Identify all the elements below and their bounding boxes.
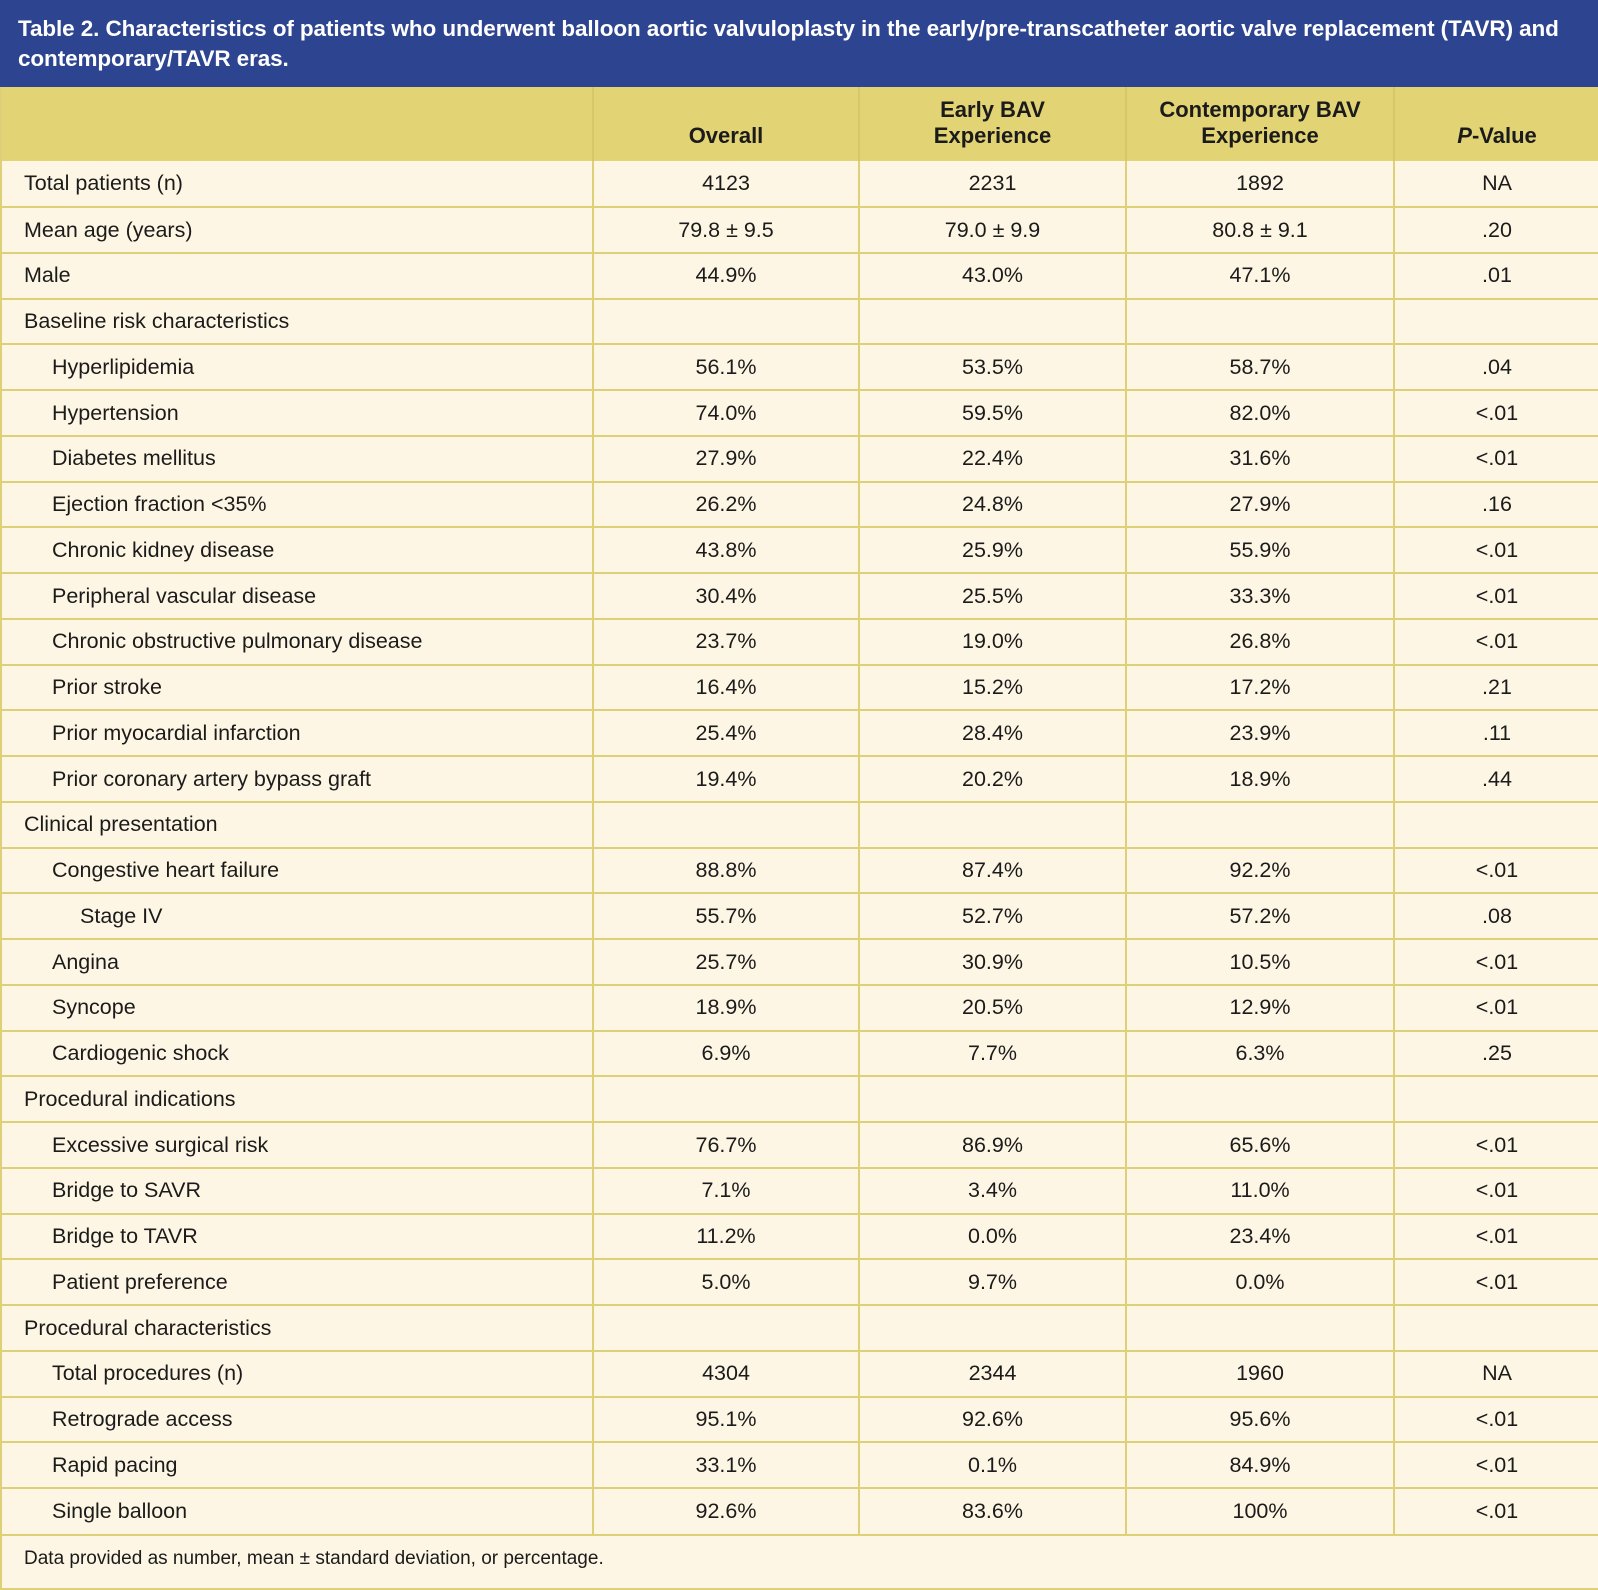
row-label: Congestive heart failure bbox=[1, 848, 593, 894]
table-row bbox=[1, 161, 1598, 207]
table-footnote: Data provided as number, mean ± standard deviation, or percentage. bbox=[0, 1534, 1598, 1590]
table-row bbox=[1, 253, 1598, 299]
cell-overall: 30.4% bbox=[593, 573, 859, 619]
header-row bbox=[1, 87, 1598, 161]
cell-pvalue: <.01 bbox=[1394, 1214, 1598, 1260]
table-row bbox=[1, 1214, 1598, 1260]
cell-early-bav: 79.0 ± 9.9 bbox=[859, 207, 1126, 253]
cell-overall: 95.1% bbox=[593, 1397, 859, 1443]
cell-contemporary-bav bbox=[1126, 802, 1394, 848]
cell-early-bav bbox=[859, 1305, 1126, 1351]
cell-early-bav: 2231 bbox=[859, 161, 1126, 207]
cell-contemporary-bav bbox=[1126, 1305, 1394, 1351]
cell-overall: 92.6% bbox=[593, 1488, 859, 1534]
cell-pvalue: <.01 bbox=[1394, 527, 1598, 573]
cell-contemporary-bav: 27.9% bbox=[1126, 482, 1394, 528]
cell-early-bav: 43.0% bbox=[859, 253, 1126, 299]
cell-early-bav: 0.0% bbox=[859, 1214, 1126, 1260]
cell-pvalue: <.01 bbox=[1394, 390, 1598, 436]
cell-contemporary-bav: 47.1% bbox=[1126, 253, 1394, 299]
cell-overall: 33.1% bbox=[593, 1442, 859, 1488]
table-row bbox=[1, 1122, 1598, 1168]
cell-overall: 4123 bbox=[593, 161, 859, 207]
characteristics-table bbox=[0, 87, 1598, 1534]
cell-early-bav bbox=[859, 802, 1126, 848]
column-header-label bbox=[1, 87, 593, 161]
row-label: Retrograde access bbox=[1, 1397, 593, 1443]
row-label: Chronic kidney disease bbox=[1, 527, 593, 573]
cell-early-bav: 9.7% bbox=[859, 1259, 1126, 1305]
cell-overall bbox=[593, 1305, 859, 1351]
cell-early-bav: 20.2% bbox=[859, 756, 1126, 802]
row-label: Clinical presentation bbox=[1, 802, 593, 848]
cell-pvalue: <.01 bbox=[1394, 1397, 1598, 1443]
cell-overall: 6.9% bbox=[593, 1031, 859, 1077]
cell-early-bav: 15.2% bbox=[859, 665, 1126, 711]
cell-overall: 56.1% bbox=[593, 344, 859, 390]
row-label: Prior myocardial infarction bbox=[1, 710, 593, 756]
cell-contemporary-bav: 26.8% bbox=[1126, 619, 1394, 665]
cell-contemporary-bav: 11.0% bbox=[1126, 1168, 1394, 1214]
table-row bbox=[1, 665, 1598, 711]
row-label: Baseline risk characteristics bbox=[1, 299, 593, 345]
row-label: Procedural indications bbox=[1, 1076, 593, 1122]
cell-overall: 16.4% bbox=[593, 665, 859, 711]
cell-contemporary-bav: 1960 bbox=[1126, 1351, 1394, 1397]
cell-contemporary-bav: 58.7% bbox=[1126, 344, 1394, 390]
row-label: Total patients (n) bbox=[1, 161, 593, 207]
cell-contemporary-bav: 57.2% bbox=[1126, 893, 1394, 939]
cell-overall: 43.8% bbox=[593, 527, 859, 573]
column-header-overall: Overall bbox=[593, 87, 859, 161]
row-label: Peripheral vascular disease bbox=[1, 573, 593, 619]
table-row bbox=[1, 1488, 1598, 1534]
column-header-contemporary-line2: Experience bbox=[1201, 123, 1319, 149]
row-label: Diabetes mellitus bbox=[1, 436, 593, 482]
cell-pvalue: .04 bbox=[1394, 344, 1598, 390]
row-label: Total procedures (n) bbox=[1, 1351, 593, 1397]
cell-pvalue: .25 bbox=[1394, 1031, 1598, 1077]
row-label: Mean age (years) bbox=[1, 207, 593, 253]
cell-early-bav: 2344 bbox=[859, 1351, 1126, 1397]
cell-overall: 25.7% bbox=[593, 939, 859, 985]
table-row bbox=[1, 1351, 1598, 1397]
column-header-contemporary-bav bbox=[1126, 87, 1394, 161]
table-row bbox=[1, 1076, 1598, 1122]
cell-pvalue bbox=[1394, 299, 1598, 345]
table-row bbox=[1, 390, 1598, 436]
table-title: Table 2. Characteristics of patients who underwent balloon aortic valvuloplasty in the early/pre-transcatheter aortic valve replacement (TAVR) and contemporary/TAVR eras. bbox=[0, 0, 1598, 87]
cell-pvalue: <.01 bbox=[1394, 573, 1598, 619]
row-label: Excessive surgical risk bbox=[1, 1122, 593, 1168]
table-row bbox=[1, 619, 1598, 665]
cell-pvalue: .08 bbox=[1394, 893, 1598, 939]
cell-contemporary-bav: 65.6% bbox=[1126, 1122, 1394, 1168]
table-row bbox=[1, 985, 1598, 1031]
row-label: Hyperlipidemia bbox=[1, 344, 593, 390]
table-row bbox=[1, 939, 1598, 985]
row-label: Procedural characteristics bbox=[1, 1305, 593, 1351]
table-row bbox=[1, 527, 1598, 573]
row-label: Hypertension bbox=[1, 390, 593, 436]
cell-overall: 88.8% bbox=[593, 848, 859, 894]
column-header-early-line1: Early BAV bbox=[940, 97, 1045, 123]
cell-contemporary-bav bbox=[1126, 299, 1394, 345]
cell-contemporary-bav: 12.9% bbox=[1126, 985, 1394, 1031]
cell-contemporary-bav: 17.2% bbox=[1126, 665, 1394, 711]
cell-contemporary-bav bbox=[1126, 1076, 1394, 1122]
cell-early-bav: 7.7% bbox=[859, 1031, 1126, 1077]
cell-overall: 25.4% bbox=[593, 710, 859, 756]
table-row bbox=[1, 1397, 1598, 1443]
cell-contemporary-bav: 18.9% bbox=[1126, 756, 1394, 802]
cell-early-bav: 52.7% bbox=[859, 893, 1126, 939]
cell-pvalue: <.01 bbox=[1394, 985, 1598, 1031]
cell-early-bav: 25.9% bbox=[859, 527, 1126, 573]
table-row bbox=[1, 893, 1598, 939]
table-row bbox=[1, 1259, 1598, 1305]
table-head bbox=[1, 87, 1598, 161]
cell-pvalue: NA bbox=[1394, 1351, 1598, 1397]
cell-overall: 79.8 ± 9.5 bbox=[593, 207, 859, 253]
row-label: Prior coronary artery bypass graft bbox=[1, 756, 593, 802]
cell-pvalue bbox=[1394, 802, 1598, 848]
cell-contemporary-bav: 0.0% bbox=[1126, 1259, 1394, 1305]
table-row bbox=[1, 436, 1598, 482]
row-label: Prior stroke bbox=[1, 665, 593, 711]
cell-overall: 19.4% bbox=[593, 756, 859, 802]
cell-overall bbox=[593, 299, 859, 345]
cell-overall: 7.1% bbox=[593, 1168, 859, 1214]
cell-contemporary-bav: 31.6% bbox=[1126, 436, 1394, 482]
cell-contemporary-bav: 23.9% bbox=[1126, 710, 1394, 756]
row-label: Cardiogenic shock bbox=[1, 1031, 593, 1077]
column-header-contemporary-line1: Contemporary BAV bbox=[1159, 97, 1361, 123]
cell-pvalue bbox=[1394, 1076, 1598, 1122]
table-row bbox=[1, 1305, 1598, 1351]
table-row bbox=[1, 573, 1598, 619]
cell-early-bav: 59.5% bbox=[859, 390, 1126, 436]
cell-contemporary-bav: 33.3% bbox=[1126, 573, 1394, 619]
table-row bbox=[1, 1031, 1598, 1077]
cell-overall: 18.9% bbox=[593, 985, 859, 1031]
cell-early-bav: 25.5% bbox=[859, 573, 1126, 619]
cell-early-bav bbox=[859, 299, 1126, 345]
cell-early-bav: 30.9% bbox=[859, 939, 1126, 985]
row-label: Angina bbox=[1, 939, 593, 985]
row-label: Stage IV bbox=[1, 893, 593, 939]
cell-contemporary-bav: 100% bbox=[1126, 1488, 1394, 1534]
cell-early-bav: 86.9% bbox=[859, 1122, 1126, 1168]
pvalue-italic-p: P bbox=[1457, 123, 1472, 149]
cell-overall: 27.9% bbox=[593, 436, 859, 482]
row-label: Syncope bbox=[1, 985, 593, 1031]
table-row bbox=[1, 802, 1598, 848]
row-label: Bridge to TAVR bbox=[1, 1214, 593, 1260]
column-header-pvalue bbox=[1394, 87, 1598, 161]
column-header-early-line2: Experience bbox=[933, 123, 1052, 149]
cell-pvalue: <.01 bbox=[1394, 848, 1598, 894]
cell-overall: 4304 bbox=[593, 1351, 859, 1397]
table-row bbox=[1, 482, 1598, 528]
cell-contemporary-bav: 23.4% bbox=[1126, 1214, 1394, 1260]
row-label: Bridge to SAVR bbox=[1, 1168, 593, 1214]
table-row bbox=[1, 344, 1598, 390]
row-label: Chronic obstructive pulmonary disease bbox=[1, 619, 593, 665]
cell-pvalue: <.01 bbox=[1394, 1122, 1598, 1168]
cell-overall: 76.7% bbox=[593, 1122, 859, 1168]
cell-pvalue: <.01 bbox=[1394, 939, 1598, 985]
cell-pvalue: .21 bbox=[1394, 665, 1598, 711]
cell-early-bav: 3.4% bbox=[859, 1168, 1126, 1214]
cell-pvalue: <.01 bbox=[1394, 1442, 1598, 1488]
table-row bbox=[1, 207, 1598, 253]
cell-early-bav: 19.0% bbox=[859, 619, 1126, 665]
cell-contemporary-bav: 82.0% bbox=[1126, 390, 1394, 436]
cell-overall: 5.0% bbox=[593, 1259, 859, 1305]
cell-pvalue: .01 bbox=[1394, 253, 1598, 299]
table-body bbox=[1, 161, 1598, 1534]
cell-early-bav: 24.8% bbox=[859, 482, 1126, 528]
cell-overall: 26.2% bbox=[593, 482, 859, 528]
table-row bbox=[1, 1442, 1598, 1488]
cell-pvalue: <.01 bbox=[1394, 619, 1598, 665]
cell-pvalue: <.01 bbox=[1394, 1168, 1598, 1214]
cell-early-bav: 22.4% bbox=[859, 436, 1126, 482]
cell-early-bav: 53.5% bbox=[859, 344, 1126, 390]
cell-overall bbox=[593, 802, 859, 848]
cell-overall: 23.7% bbox=[593, 619, 859, 665]
cell-contemporary-bav: 10.5% bbox=[1126, 939, 1394, 985]
cell-early-bav: 92.6% bbox=[859, 1397, 1126, 1443]
row-label: Single balloon bbox=[1, 1488, 593, 1534]
cell-early-bav: 28.4% bbox=[859, 710, 1126, 756]
cell-overall: 74.0% bbox=[593, 390, 859, 436]
cell-pvalue: .11 bbox=[1394, 710, 1598, 756]
cell-overall: 11.2% bbox=[593, 1214, 859, 1260]
row-label: Male bbox=[1, 253, 593, 299]
cell-pvalue: <.01 bbox=[1394, 1259, 1598, 1305]
cell-early-bav: 83.6% bbox=[859, 1488, 1126, 1534]
table-row bbox=[1, 756, 1598, 802]
pvalue-label-rest: -Value bbox=[1471, 123, 1537, 149]
cell-pvalue: NA bbox=[1394, 161, 1598, 207]
cell-early-bav: 20.5% bbox=[859, 985, 1126, 1031]
cell-pvalue: .16 bbox=[1394, 482, 1598, 528]
cell-overall: 44.9% bbox=[593, 253, 859, 299]
cell-early-bav bbox=[859, 1076, 1126, 1122]
cell-pvalue: .20 bbox=[1394, 207, 1598, 253]
row-label: Patient preference bbox=[1, 1259, 593, 1305]
cell-overall: 55.7% bbox=[593, 893, 859, 939]
cell-overall bbox=[593, 1076, 859, 1122]
cell-contemporary-bav: 95.6% bbox=[1126, 1397, 1394, 1443]
cell-contemporary-bav: 1892 bbox=[1126, 161, 1394, 207]
table-row bbox=[1, 1168, 1598, 1214]
cell-contemporary-bav: 6.3% bbox=[1126, 1031, 1394, 1077]
cell-contemporary-bav: 55.9% bbox=[1126, 527, 1394, 573]
cell-contemporary-bav: 80.8 ± 9.1 bbox=[1126, 207, 1394, 253]
cell-early-bav: 0.1% bbox=[859, 1442, 1126, 1488]
cell-pvalue: .44 bbox=[1394, 756, 1598, 802]
cell-pvalue bbox=[1394, 1305, 1598, 1351]
cell-contemporary-bav: 92.2% bbox=[1126, 848, 1394, 894]
row-label: Rapid pacing bbox=[1, 1442, 593, 1488]
cell-pvalue: <.01 bbox=[1394, 436, 1598, 482]
column-header-early-bav bbox=[859, 87, 1126, 161]
table-row bbox=[1, 710, 1598, 756]
row-label: Ejection fraction <35% bbox=[1, 482, 593, 528]
table-row bbox=[1, 848, 1598, 894]
cell-early-bav: 87.4% bbox=[859, 848, 1126, 894]
cell-pvalue: <.01 bbox=[1394, 1488, 1598, 1534]
table-row bbox=[1, 299, 1598, 345]
cell-contemporary-bav: 84.9% bbox=[1126, 1442, 1394, 1488]
